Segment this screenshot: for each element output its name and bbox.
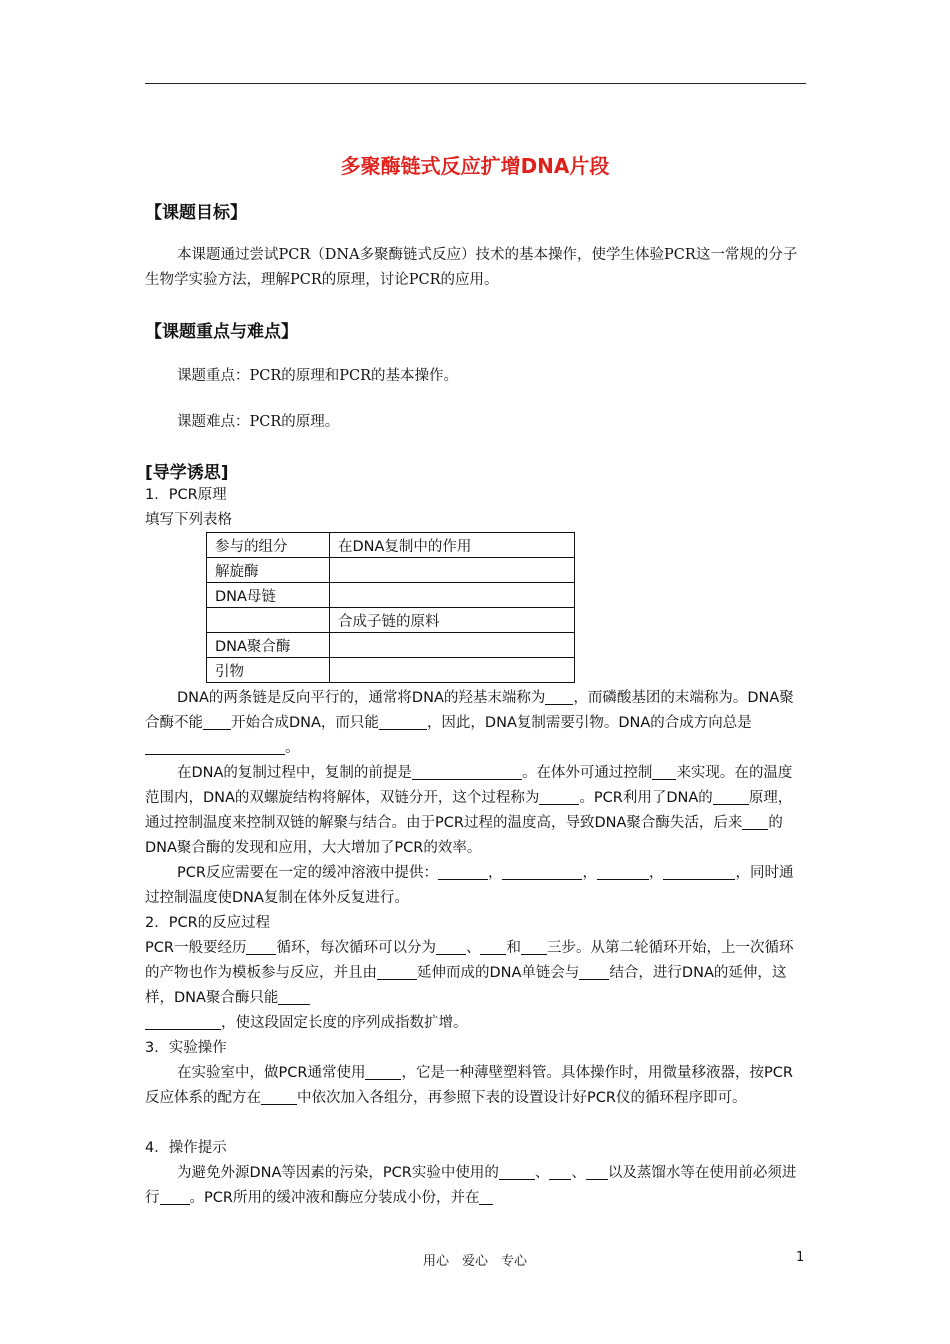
fill-blank[interactable] (365, 1063, 401, 1080)
paragraph-operation (145, 1061, 806, 1111)
guide-heading: [导学诱思] (145, 463, 229, 483)
fill-blank[interactable] (652, 763, 676, 780)
text-run: ，它是一种薄壁塑料管。具体操作时，用微量移液器，按PCR反应体系的配方在 (145, 1065, 793, 1106)
part4-heading: 4．操作提示 (145, 1140, 227, 1156)
fill-blank[interactable] (479, 1188, 493, 1205)
text-run: ，使这段固定长度的序列成指数扩增。 (221, 1015, 468, 1031)
fill-blank[interactable] (145, 1013, 221, 1030)
fill-blank[interactable] (261, 1088, 297, 1105)
table-cell: DNA母链 (207, 583, 330, 608)
fill-blank[interactable] (438, 863, 488, 880)
table-cell (330, 558, 575, 583)
fill-blank[interactable] (377, 963, 417, 980)
table-row (207, 583, 575, 608)
text-run: PCR一般要经历 (145, 940, 247, 956)
components-table (206, 532, 575, 683)
table-cell: 引物 (207, 658, 330, 683)
table-header-row (207, 533, 575, 558)
fill-blank[interactable] (539, 788, 579, 805)
text-run: 。PCR利用了DNA的 (579, 790, 713, 806)
table-cell (330, 583, 575, 608)
part3-heading: 3．实验操作 (145, 1040, 227, 1056)
text-run: 结合，进行DNA的延伸，这样，DNA聚合酶只能 (145, 965, 787, 1006)
fill-blank[interactable] (145, 738, 285, 755)
fill-blank[interactable] (742, 813, 768, 830)
key-point: 课题重点：PCR的原理和PCR的基本操作。 (177, 368, 459, 384)
key-heading: 【课题重点与难点】 (145, 322, 298, 342)
text-run: ，同时通过控制温度使DNA复制在体外反复进行。 (145, 865, 794, 906)
fill-blank[interactable] (203, 713, 231, 730)
goal-text: 本课题通过尝试PCR（DNA多聚酶链式反应）技术的基本操作，使学生体验PCR这一常规的分子生物学实验方法，理解PCR的原理，讨论PCR的应用。 (145, 247, 798, 288)
text-run: 循环，每次循环可以分为 (276, 940, 436, 956)
text-run: 的DNA聚合酶的发现和应用，大大增加了PCR的效率。 (145, 815, 783, 856)
fill-blank[interactable] (499, 1163, 535, 1180)
text-run: 。PCR所用的缓冲液和酶应分装成小份，并在 (189, 1190, 480, 1206)
text-run: PCR反应需要在一定的缓冲溶液中提供： (177, 865, 438, 881)
table-cell (330, 658, 575, 683)
table-cell: 合成子链的原料 (330, 608, 575, 633)
text-run: 开始合成DNA，而只能 (231, 715, 379, 731)
text-run: 三步。从第二轮循环开始，上一次循环的产物也作为模板参与反应，并且由 (145, 940, 794, 981)
fill-blank[interactable] (521, 938, 547, 955)
text-run: 延伸而成的DNA单链会与 (417, 965, 580, 981)
text-run: 。DNA聚合酶不能 (145, 690, 794, 731)
text-run: DNA的两条链是反向平行的，通常将DNA的羟基末端称为 (177, 690, 546, 706)
paragraph-buffer (145, 861, 806, 911)
page-number: 1 (796, 1250, 805, 1265)
goal-heading: 【课题目标】 (145, 203, 247, 223)
text-run: 、 (571, 1165, 586, 1181)
fill-blank[interactable] (379, 713, 427, 730)
table-row (207, 633, 575, 658)
text-run: ，而磷酸基团的末端称为 (573, 690, 733, 706)
paragraph-dna-direction (145, 686, 806, 761)
text-run: ， (487, 865, 503, 881)
fill-blank[interactable] (160, 1188, 190, 1205)
part2-heading: 2．PCR的反应过程 (145, 915, 271, 931)
text-run: 的温度范围内，DNA的双螺旋结构将解体，双链分开，这个过程称为 (145, 765, 793, 806)
fill-blank[interactable] (436, 938, 466, 955)
text-run: ， (582, 865, 597, 881)
fill-blank[interactable] (246, 938, 276, 955)
text-run: 原理，通过控制温度来控制双链的解聚与结合。由于PCR过程的温度高，导致DNA聚合酶失活，后来 (145, 790, 793, 831)
paragraph-replication (145, 761, 806, 861)
table-header-cell: 参与的组分 (207, 533, 330, 558)
text-run: 。 (285, 740, 300, 756)
table-intro: 填写下列表格 (145, 512, 232, 528)
text-run: 来实现。在 (676, 765, 749, 781)
text-run: 、 (534, 1165, 550, 1181)
fill-blank[interactable] (502, 863, 582, 880)
text-run: 中依次加入各组分，再参照下表的设置设计好PCR仪的循环程序即可。 (297, 1090, 747, 1106)
table-header-cell: 在DNA复制中的作用 (330, 533, 575, 558)
text-run: ， (648, 865, 664, 881)
text-run: ，因此，DNA复制需要引物。DNA的合成方向总是 (426, 715, 752, 731)
fill-blank[interactable] (586, 1163, 608, 1180)
difficult-point: 课题难点：PCR的原理。 (177, 414, 340, 430)
table-row (207, 658, 575, 683)
table-cell: DNA聚合酶 (207, 633, 330, 658)
text-run: 。在体外可通过控制 (521, 765, 653, 781)
table-cell (207, 608, 330, 633)
text-run: 在DNA的复制过程中，复制的前提是 (177, 765, 412, 781)
text-run: 、 (465, 940, 481, 956)
fill-blank[interactable] (713, 788, 749, 805)
text-run: 在实验室中，做PCR通常使用 (177, 1065, 366, 1081)
fill-blank[interactable] (545, 688, 573, 705)
text-run: 和 (506, 940, 521, 956)
text-run: 以及蒸馏水等在使用前必须进行 (145, 1165, 797, 1206)
fill-blank[interactable] (412, 763, 522, 780)
table-row (207, 608, 575, 633)
paragraph-reaction (145, 936, 806, 1036)
paragraph-tips (145, 1161, 806, 1211)
document-title: 多聚酶链式反应扩增DNA片段 (340, 154, 610, 178)
header-rule (145, 83, 806, 84)
footer-motto: 用心 爱心 专心 (422, 1254, 527, 1269)
table-cell (330, 633, 575, 658)
table-cell: 解旋酶 (207, 558, 330, 583)
fill-blank[interactable] (663, 863, 735, 880)
fill-blank[interactable] (579, 963, 609, 980)
fill-blank[interactable] (549, 1163, 571, 1180)
table-row (207, 558, 575, 583)
text-run: 为避免外源DNA等因素的污染，PCR实验中使用的 (177, 1165, 499, 1181)
fill-blank[interactable] (597, 863, 649, 880)
fill-blank[interactable] (278, 988, 310, 1005)
part1-heading: 1．PCR原理 (145, 487, 227, 503)
fill-blank[interactable] (480, 938, 506, 955)
